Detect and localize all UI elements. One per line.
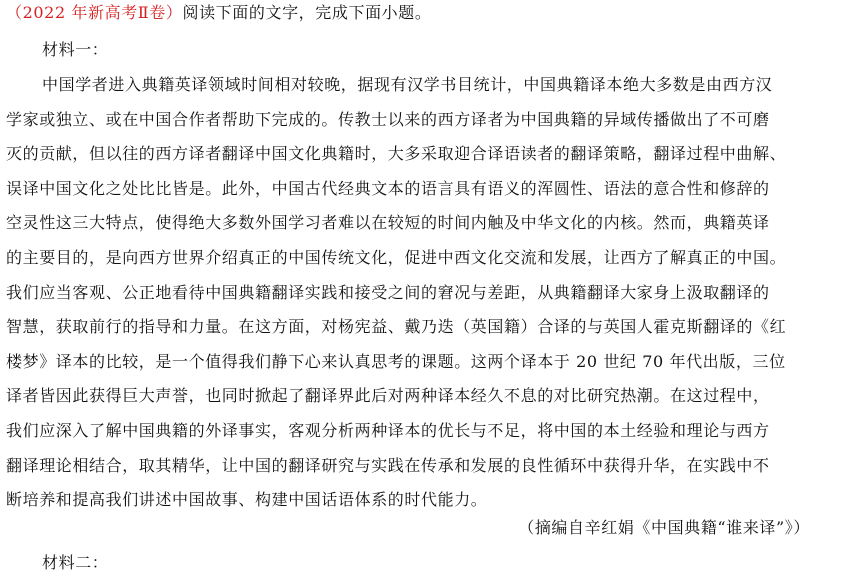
text-line: 误译中国文化之处比比皆是。此外，中国古代经典文本的语言具有语义的浑圆性、语法的意合性和修辞的 <box>6 178 770 198</box>
text-line: 灭的贡献，但以往的西方译者翻译中国文化典籍时，大多采取迎合译语读者的翻译策略，翻译过程中曲解、 <box>6 144 787 164</box>
material-one-label: 材料一： <box>42 40 109 59</box>
instruction-text: 阅读下面的文字，完成下面小题。 <box>182 3 432 22</box>
text-line: 楼梦》译本的比较，是一个值得我们静下心来认真思考的课题。这两个译本于 20 世纪 70 年代出版，三位 <box>6 351 786 371</box>
text-line: 学家或独立、或在中国合作者帮助下完成的。传教士以来的西方译者为中国典籍的异域传播做出了不可磨 <box>6 109 770 129</box>
text-line: 的主要目的，是向西方世界介绍真正的中国传统文化，促进中西文化交流和发展，让西方了解真正的中国。 <box>6 247 787 267</box>
text-line: 我们应深入了解中国典籍的外译事实，客观分析两种译本的优长与不足，将中国的本土经验和理论与西方 <box>6 420 770 440</box>
material-one-body <box>6 68 834 518</box>
text-line: 断培养和提高我们讲述中国故事、构建中国话语体系的时代能力。 <box>6 490 488 510</box>
text-line: 我们应当客观、公正地看待中国典籍翻译实践和接受之间的窘况与差距，从典籍翻译大家身上汲取翻译的 <box>6 282 770 302</box>
exam-source: （2022 年新高考Ⅱ卷） <box>6 3 183 22</box>
text-line: 中国学者进入典籍英译领域时间相对较晚，据现有汉学书目统计，中国典籍译本绝大多数是由西方汉 <box>42 75 773 94</box>
material-two-label: 材料二： <box>42 553 109 572</box>
text-line: 译者皆因此获得巨大声誉，也同时掀起了翻译界此后对两种译本经久不息的对比研究热潮。在这过程中， <box>6 386 770 406</box>
text-line: 空灵性这三大特点，使得绝大多数外国学习者难以在较短的时间内触及中华文化的内核。然而，典籍英译 <box>6 213 770 233</box>
text-line: 智慧，获取前行的指导和力量。在这方面，对杨宪益、戴乃迭（英国籍）合译的与英国人霍克斯翻译的《红 <box>6 317 787 337</box>
text-line: 翻译理论相结合，取其精华，让中国的翻译研究与实践在传承和发展的良性循环中获得升华，在实践中不 <box>6 455 770 475</box>
question-header <box>6 3 432 23</box>
citation: （摘编自辛红娟《中国典籍“谁来译”》） <box>518 518 810 537</box>
